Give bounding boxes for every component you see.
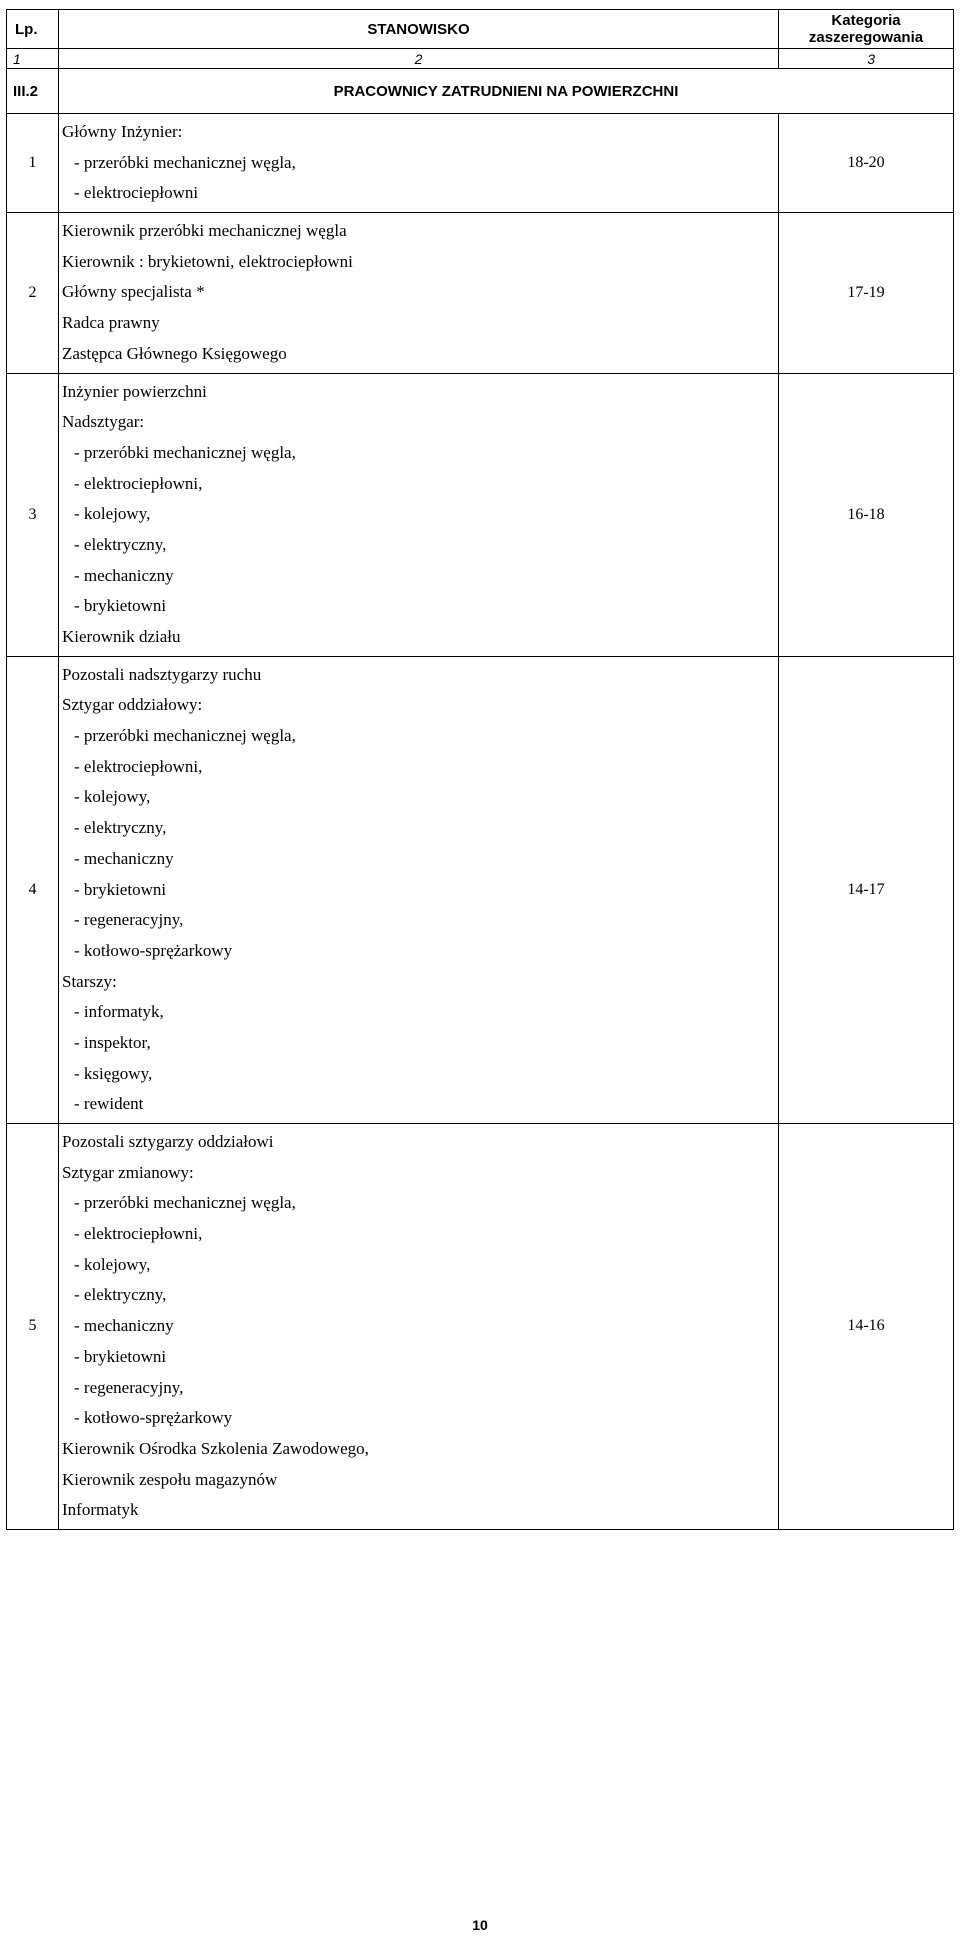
- position-subitem: - elektrociepłowni,: [59, 469, 778, 500]
- row-lp: 2: [7, 213, 59, 373]
- table-row: [7, 114, 954, 213]
- position-item: Kierownik działu: [62, 627, 181, 646]
- position-item: Zastępca Głównego Księgowego: [62, 343, 287, 363]
- header-lp: Lp.: [7, 10, 59, 49]
- position-item: Sztygar oddziałowy:: [62, 695, 203, 715]
- position-subitem: - elektryczny,: [59, 1280, 778, 1311]
- position-item: Inżynier powierzchni: [62, 381, 207, 401]
- row-lp: 3: [7, 373, 59, 656]
- position-subitem: - mechaniczny: [59, 561, 778, 592]
- row-lp: 4: [7, 656, 59, 1123]
- table-body: [7, 114, 954, 1530]
- position-subitem: - przeróbki mechanicznej węgla,: [59, 438, 778, 469]
- position-item: Główny Inżynier:: [62, 122, 183, 141]
- position-subitem: - elektryczny,: [59, 813, 778, 844]
- row-category: 14-17: [779, 656, 954, 1123]
- position-item: Kierownik zespołu magazynów: [62, 1469, 278, 1489]
- position-item: Starszy:: [62, 971, 117, 991]
- row-lp: 1: [7, 114, 59, 213]
- position-subitem: - przeróbki mechanicznej węgla,: [59, 721, 778, 752]
- position-item: Kierownik przeróbki mechanicznej węgla: [62, 221, 347, 241]
- section-title: PRACOWNICY ZATRUDNIENI NA POWIERZCHNI: [59, 69, 954, 114]
- position-subitem: - kolejowy,: [59, 1250, 778, 1281]
- position-subitem: - elektryczny,: [59, 530, 778, 561]
- section-row: [7, 69, 954, 114]
- position-item: Informatyk: [62, 1500, 139, 1520]
- row-category: 16-18: [779, 373, 954, 656]
- position-item: Pozostali sztygarzy oddziałowi: [62, 1132, 274, 1151]
- position-subitem: - przeróbki mechanicznej węgla,: [59, 1188, 778, 1219]
- position-item: Główny specjalista *: [62, 282, 205, 302]
- position-category-table: [6, 9, 954, 1530]
- position-subitem: - informatyk,: [59, 997, 778, 1028]
- position-subitem: - mechaniczny: [59, 844, 778, 875]
- position-subitem: - elektrociepłowni,: [59, 752, 778, 783]
- table-row: [7, 213, 954, 373]
- position-item: Pozostali nadsztygarzy ruchu: [62, 664, 262, 684]
- position-subitem: - mechaniczny: [59, 1311, 778, 1342]
- position-subitem: - rewident: [59, 1089, 778, 1120]
- document-page: [6, 9, 953, 1530]
- position-item: Kierownik Ośrodka Szkolenia Zawodowego,: [62, 1438, 369, 1458]
- section-code: III.2: [7, 69, 59, 114]
- position-subitem: - brykietowni: [59, 875, 778, 906]
- position-item: Sztygar zmianowy:: [62, 1162, 194, 1182]
- position-subitem: - kolejowy,: [59, 499, 778, 530]
- position-subitem: - księgowy,: [59, 1059, 778, 1090]
- row-positions: [59, 114, 779, 213]
- position-subitem: - brykietowni: [59, 591, 778, 622]
- row-positions: [59, 656, 779, 1123]
- position-subitem: - kotłowo-sprężarkowy: [59, 1403, 778, 1434]
- column-number-1: 1: [7, 49, 59, 69]
- position-subitem: - regeneracyjny,: [59, 1373, 778, 1404]
- position-subitem: - brykietowni: [59, 1342, 778, 1373]
- position-subitem: - elektrociepłowni: [59, 178, 778, 209]
- table-row: [7, 373, 954, 656]
- position-subitem: - regeneracyjny,: [59, 905, 778, 936]
- column-number-2: 2: [59, 49, 779, 69]
- position-subitem: - kolejowy,: [59, 782, 778, 813]
- row-positions: [59, 213, 779, 373]
- table-row: [7, 656, 954, 1123]
- table-row: [7, 1124, 954, 1530]
- header-kategoria: Kategoria zaszeregowania: [779, 10, 954, 49]
- page-number: 10: [472, 1917, 488, 1933]
- header-stanowisko: STANOWISKO: [59, 10, 779, 49]
- table-header-row: [7, 10, 954, 49]
- row-category: 18-20: [779, 114, 954, 213]
- row-lp: 5: [7, 1124, 59, 1530]
- position-subitem: - elektrociepłowni,: [59, 1219, 778, 1250]
- position-subitem: - kotłowo-sprężarkowy: [59, 936, 778, 967]
- column-number-row: [7, 49, 954, 69]
- row-positions: [59, 1124, 779, 1530]
- column-number-3: 3: [779, 49, 954, 69]
- row-positions: [59, 373, 779, 656]
- row-category: 14-16: [779, 1124, 954, 1530]
- position-item: Nadsztygar:: [62, 412, 145, 432]
- position-item: Radca prawny: [62, 313, 160, 333]
- position-subitem: - inspektor,: [59, 1028, 778, 1059]
- position-subitem: - przeróbki mechanicznej węgla,: [59, 148, 778, 179]
- position-item: Kierownik : brykietowni, elektrociepłowni: [62, 251, 353, 271]
- row-category: 17-19: [779, 213, 954, 373]
